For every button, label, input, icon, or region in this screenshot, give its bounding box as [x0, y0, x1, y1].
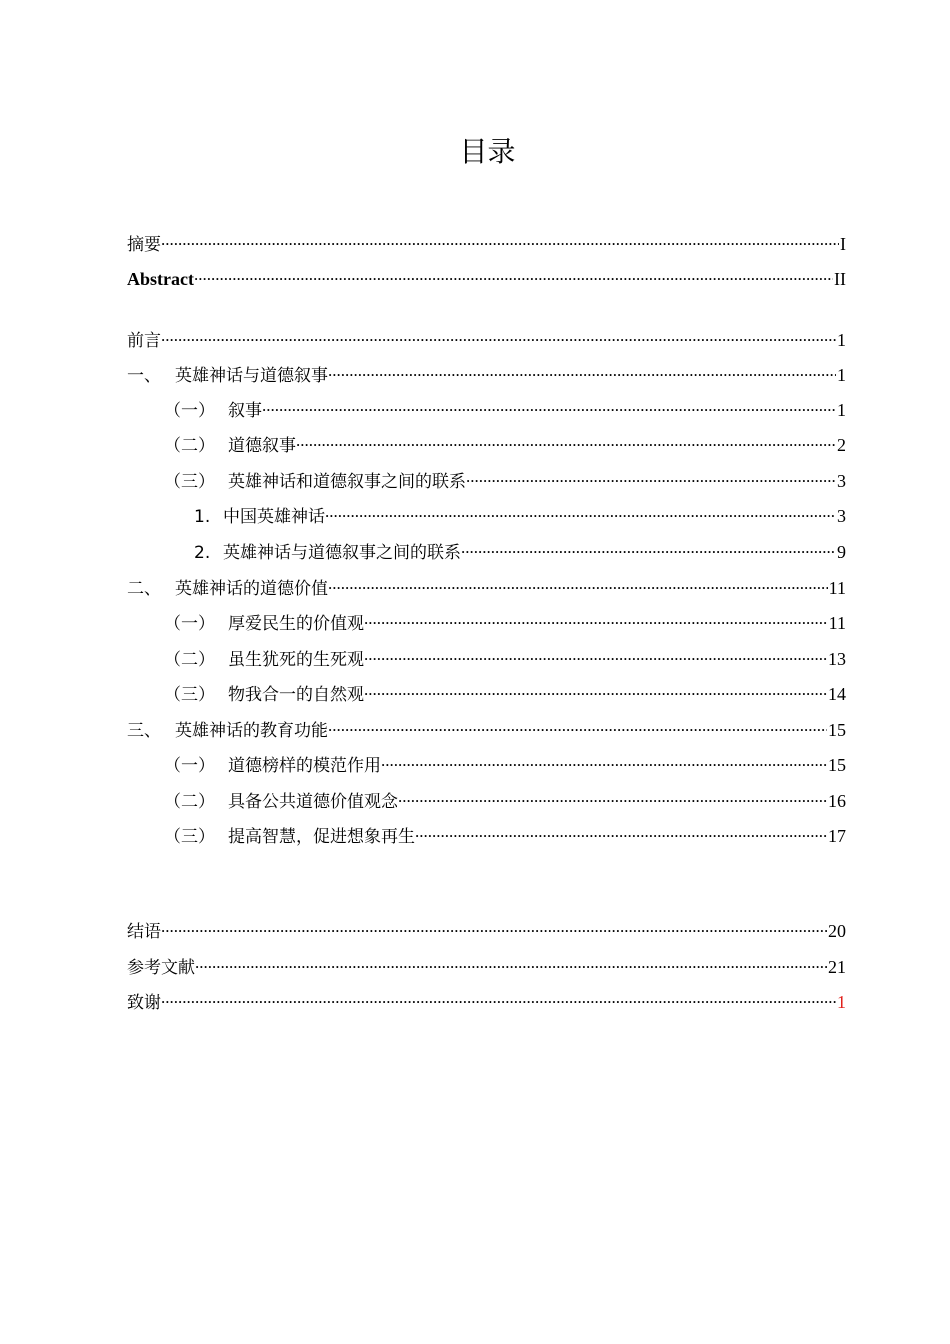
toc-entry-text: 道德叙事	[228, 436, 296, 456]
toc-entry-number: （二）	[164, 792, 215, 812]
toc-entry-text: 提高智慧，促进想象再生	[228, 827, 415, 847]
toc-entry-subsection-1-3-1[interactable]	[194, 498, 846, 527]
toc-entry-section-1-3[interactable]	[164, 463, 846, 492]
toc-page-number: 1	[837, 330, 846, 350]
dot-leader	[398, 783, 827, 807]
toc-entry-text: 英雄神话与道德叙事	[175, 366, 328, 386]
toc-entry-number: （二）	[164, 650, 215, 670]
toc-entry-chapter-2[interactable]	[127, 570, 846, 599]
toc-page-number: 1	[837, 365, 846, 385]
toc-page-number: I	[840, 234, 846, 254]
toc-entry-conclusion[interactable]	[127, 913, 846, 942]
toc-entry-number: 2.	[194, 543, 211, 563]
toc-entry-section-1-2[interactable]	[164, 427, 846, 456]
toc-page-number: 1	[837, 992, 846, 1012]
toc-entry-section-2-1[interactable]	[164, 605, 846, 634]
dot-leader	[161, 226, 839, 250]
toc-entry-text: 虽生犹死的生死观	[228, 650, 364, 670]
toc-entry-section-3-3[interactable]	[164, 818, 846, 847]
toc-entry-section-3-2[interactable]	[164, 783, 846, 812]
toc-entry-text: 英雄神话和道德叙事之间的联系	[228, 472, 466, 492]
toc-page-number: 13	[828, 649, 846, 669]
toc-entry-section-1-1[interactable]	[164, 392, 846, 421]
toc-page-number: 1	[837, 400, 846, 420]
dot-leader	[296, 427, 836, 451]
dot-leader	[262, 392, 836, 416]
toc-page-number: 3	[837, 506, 846, 526]
toc-entry-text: 英雄神话与道德叙事之间的联系	[223, 543, 461, 563]
toc-entry-text: 参考文献	[127, 958, 195, 978]
toc-page-number: 21	[828, 957, 846, 977]
toc-page-number: 3	[837, 471, 846, 491]
toc-entry-text: 英雄神话的道德价值	[175, 579, 328, 599]
toc-page-number: 20	[828, 921, 846, 941]
toc-entry-number: （三）	[164, 827, 215, 847]
toc-entry-number: 1.	[194, 507, 211, 527]
toc-page-number: 16	[828, 791, 846, 811]
toc-entry-text: Abstract	[127, 269, 194, 289]
toc-entry-text: 具备公共道德价值观念	[228, 792, 398, 812]
toc-page-number: 15	[828, 755, 846, 775]
page-title: 目录	[459, 135, 516, 168]
toc-entry-text: 道德榜样的模范作用	[228, 756, 381, 776]
dot-leader	[364, 676, 827, 700]
toc-entry-text: 中国英雄神话	[223, 507, 325, 527]
dot-leader	[328, 357, 836, 381]
toc-entry-chapter-1[interactable]	[127, 357, 846, 386]
toc-page-number: 9	[837, 542, 846, 562]
toc-page-number: 11	[828, 578, 846, 598]
dot-leader	[194, 261, 833, 285]
toc-entry-text: 摘要	[127, 235, 161, 255]
toc-entry-number: （三）	[164, 685, 215, 705]
toc-entry-number: （二）	[164, 436, 215, 456]
toc-entry-number: 一、	[127, 366, 161, 386]
toc-entry-preface[interactable]	[127, 322, 846, 351]
toc-entry-number: （一）	[164, 401, 215, 421]
toc-entry-section-3-1[interactable]	[164, 747, 846, 776]
dot-leader	[364, 605, 828, 629]
toc-entry-number: 三、	[127, 721, 161, 741]
toc-page-number: 17	[828, 826, 846, 846]
toc-entry-text: 叙事	[228, 401, 262, 421]
toc-entry-text: 物我合一的自然观	[228, 685, 364, 705]
dot-leader	[415, 818, 827, 842]
toc-entry-text: 前言	[127, 331, 161, 351]
toc-entry-section-2-2[interactable]	[164, 641, 846, 670]
toc-entry-chapter-3[interactable]	[127, 712, 846, 741]
toc-entry-number: （三）	[164, 472, 215, 492]
toc-page-number: 11	[828, 613, 846, 633]
dot-leader	[328, 570, 828, 594]
toc-entry-section-2-3[interactable]	[164, 676, 846, 705]
dot-leader	[328, 712, 827, 736]
toc-page-number: 2	[837, 435, 846, 455]
toc-entry-references[interactable]	[127, 949, 846, 978]
toc-entry-acknowledgements[interactable]	[127, 984, 846, 1013]
dot-leader	[466, 463, 836, 487]
toc-page-number: II	[834, 269, 846, 289]
toc-entry-text: 致谢	[127, 993, 161, 1013]
toc-entry-number: 二、	[127, 579, 161, 599]
toc-entry-number: （一）	[164, 756, 215, 776]
toc-page-number: 15	[828, 720, 846, 740]
dot-leader	[161, 913, 827, 937]
toc-entry-text: 结语	[127, 922, 161, 942]
toc-entry-subsection-1-3-2[interactable]	[194, 534, 846, 563]
toc-page-number: 14	[828, 684, 846, 704]
toc-entry-abstract-cn[interactable]	[127, 226, 846, 255]
dot-leader	[364, 641, 827, 665]
dot-leader	[161, 322, 836, 346]
dot-leader	[161, 984, 836, 1008]
dot-leader	[325, 498, 836, 522]
toc-entry-text: 英雄神话的教育功能	[175, 721, 328, 741]
toc-entry-text: 厚爱民生的价值观	[228, 614, 364, 634]
dot-leader	[195, 949, 827, 973]
dot-leader	[461, 534, 836, 558]
toc-entry-number: （一）	[164, 614, 215, 634]
toc-entry-abstract-en[interactable]	[127, 261, 846, 289]
dot-leader	[381, 747, 827, 771]
